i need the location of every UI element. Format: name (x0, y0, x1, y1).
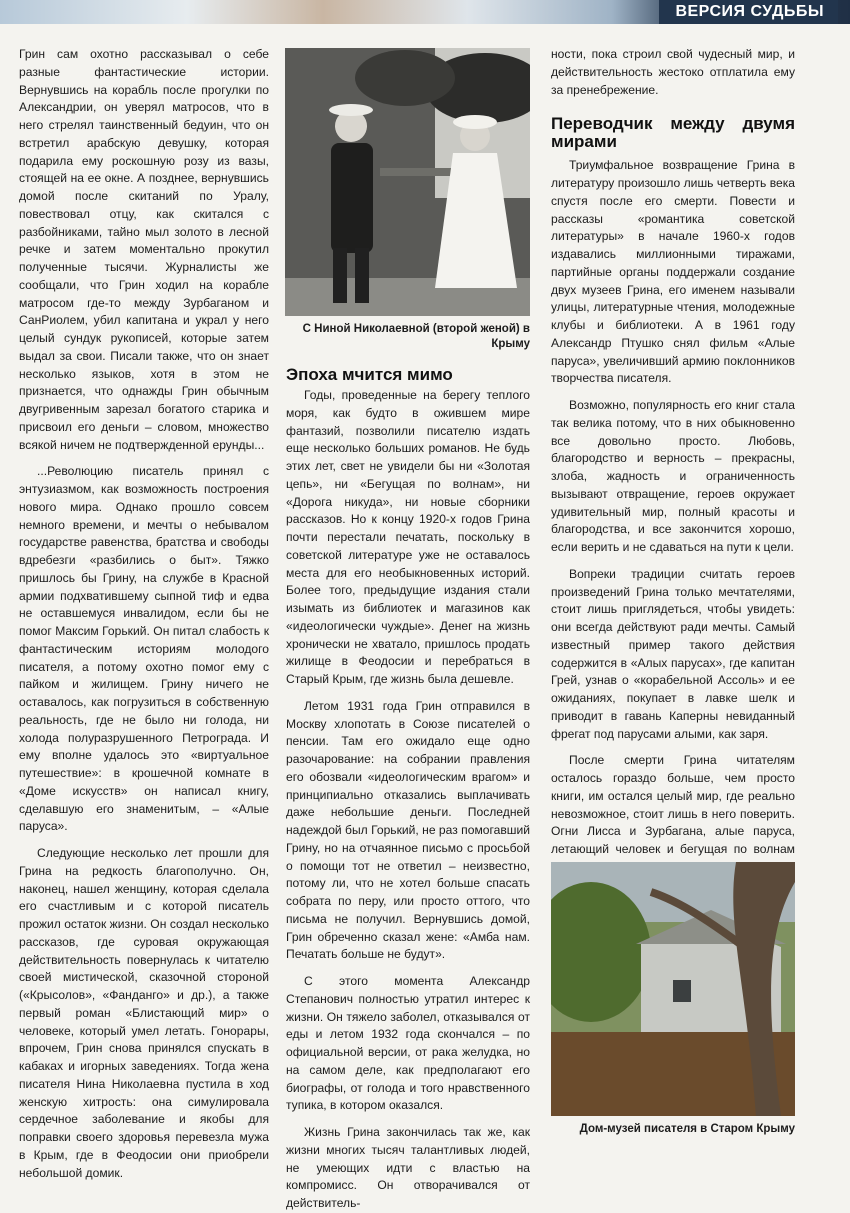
paragraph: Жизнь Грина закончилась так же, как жизни многих тысяч талантливых людей, не умеющих идти с властью на компромисс. Он отворачивался от действитель- (286, 1125, 530, 1210)
header-banner (0, 0, 850, 24)
article-column-1 (19, 46, 269, 1182)
paragraph: ности, пока строил свой чудесный мир, и действительность жестоко отплатила ему за пренебрежение. (551, 47, 795, 97)
photo-grin-with-wife (285, 48, 530, 316)
paragraph: Возможно, популярность его книг стала так велика потому, что в них обыкновенно все довольно просто. Любовь, благородство и верность – прекрасны, злоба, жадность и ограниченность вызывают отвращение, героев окружает удивительный мир, полный красоты и благородства, и все закончится хорошо, если верить и не сдаваться на пути к цели. (551, 398, 795, 554)
photo-caption: Дом-музей писателя в Старом Крыму (579, 1123, 795, 1135)
section-heading: Эпоха мчится мимо (286, 365, 453, 384)
photo-house-museum (551, 862, 795, 1116)
paragraph: Следующие несколько лет прошли для Грина на редкость благополучно. Он, наконец, нашел женщину, которая сделала его счастливым и с которой писатель прожил остаток жизни. Он создал несколько рассказов, где суровая окружающая действительность повернулась к читателю своей мистической, сказочной стороной («Крысолов», «Фанданго» и др.), а также первый роман «Блистающий мир» о человеке, который умел летать. Гонорары, впрочем, Грин снова принялся спускать в кабаках и игорных заведениях. Тогда жена писателя Нина Николаевна пустила в ход женскую хитрость: она симулировала сердечное заболевание и якобы для поправки своего здоровья перевезла мужа в Крым, где в Феодосии они приобрели небольшой домик. (19, 846, 269, 1180)
paragraph: Летом 1931 года Грин отправился в Москву хлопотать в Союзе писателей о пенсии. Там его ожидало еще одно разочарование: на собрании правления его обозвали «идеологическим врагом» и принципиально отказались выплачивать даже небольшие деньги. Последней надеждой был Горький, не раз помогавший Грину, но на отчаянное письмо с просьбой о помощи тот не ответил – неизвестно, потому ли, что не хотел больше спасать собрата по перу, или просто оттого, что письма не получил. Вернувшись домой, Грин обреченно сказал жене: «Амба нам. Печатать больше не будут». (286, 698, 530, 962)
paragraph: С этого момента Александр Степанович полностью утратил интерес к жизни. Он тяжело заболел, отказывался от еды и летом 1932 года скончался – по официальной версии, от рака желудка, но на самом деле, как предполагают его биографы, от голода и того нравственного тупика, в котором оказался. (286, 974, 530, 1113)
article-column-2 (286, 387, 530, 1213)
section-heading: Переводчик между двумя мирами (551, 114, 795, 152)
article-column-3 (551, 46, 795, 916)
paragraph: После смерти Грина читателям осталось гораздо больше, чем просто книги, им остался целый мир, где реально невозможное, стоит лишь в него поверить. Огни Лисса и Зурбагана, алые паруса, летающий человек и бегущая по волнам (551, 753, 795, 856)
paragraph: Годы, проведенные на берегу теплого моря, как будто в ожившем мире фантазий, позволили писателю издать еще несколько больших романов. Не будь этих лет, свет не увидели бы ни «Золотая цепь», ни «Бегущая по волнам», ни «Дорога никуда», ни новые сборники рассказов. Но к концу 1920-х годов Грина почти перестали печатать, поскольку в советской литературе уже не оставалось места для его необыкновенных историй. Более того, предыдущие издания стали изымать из библиотек и магазинов как «идеологически чуждые». Денег на жизнь хронически не хватало, пришлось продать жилище в Феодосии и перебраться в Старый Крым, где жизнь была дешевле. (286, 388, 530, 686)
photo-house-museum-illustration (551, 862, 795, 1116)
paragraph: Вопреки традиции считать героев произведений Грина только мечтателями, стоит лишь приглядеться, чтобы увидеть: они всегда действуют ради мечты. Самый известный пример такого действия содержится в «Алых парусах», где капитан Грей, узнав о «корабельной Ассоль» и ее ожиданиях, покупает в лавке шелк и приводит в гавань Каперны невиданный фрегат под парусами алыми, как заря. (551, 566, 795, 741)
section-title: ВЕРСИЯ СУДЬБЫ (659, 0, 838, 24)
photo-grin-with-wife-illustration (285, 48, 530, 316)
photo-caption: С Ниной Николаевной (второй женой) в Крыму (302, 323, 530, 350)
paragraph: Триумфальное возвращение Грина в литературу произошло лишь четверть века спустя после его смерти. Повести и рассказы «романтика советской литературы» в начале 1960-х годов издавались миллионными тиражами, партийные органы поддержали создание двух музеев Грина, его именем называли улицы, литературные чтения, молодежные клубы и библиотеки. А в 1961 году Александр Птушко снял фильм «Алые паруса», увеличивший армию поклонников творчества писателя. (551, 158, 795, 386)
paragraph: Грин сам охотно рассказывал о себе разные фантастические истории. Вернувшись на корабль после прогулки по Александрии, он уверял матросов, что в него стрелял таинственный бедуин, что он встретил арабскую девушку, которая подарила ему роскошную розу из вазы, стоящей на ее окне. А позднее, вернувшись домой после скитаний по Уралу, повествовал отцу, как скитался с разбойниками, тайно мыл золото в лесной речке и затем моментально прокутил полученные тысячи. Журналисты же сообщали, что Грин ходил на корабле матросом где-то между Зурбаганом и СанРиолем, убил капитана и украл у него целый сундук рукописей, которые затем выдал за свои. Писали также, что он знает несколько языков, хотя в этом не признается, что однажды Грин обычным двугривенным зарезал богатого старика и присвоил его деньги – словом, множество всякой ничем не подтвержденной ерунды... (19, 47, 269, 452)
paragraph: ...Революцию писатель принял с энтузиазмом, как возможность построения нового мира. Однако прошло совсем немного времени, и мечты о небывалом государстве равенства, братства и свободы вдребезги «разбились о быт». Тяжко пришлось бы Грину, на службе в Красной армии подхватившему сыпной тиф и едва не оставшемуся инвалидом, если бы не помог Максим Горький. Он питал слабость к фантастическим историям молодого писателя, а потому охотно помог ему с пайком и жилищем. Грину ничего не оставалось, как погрузиться в собственную реальность, где не было ни голода, ни холода полуразрушенного Петрограда. И ему вполне удалось это «виртуальное путешествие»: в крошечной комнате в «Доме искусств» он написал книгу, сделавшую его знаменитым, – «Алые паруса». (19, 464, 269, 834)
